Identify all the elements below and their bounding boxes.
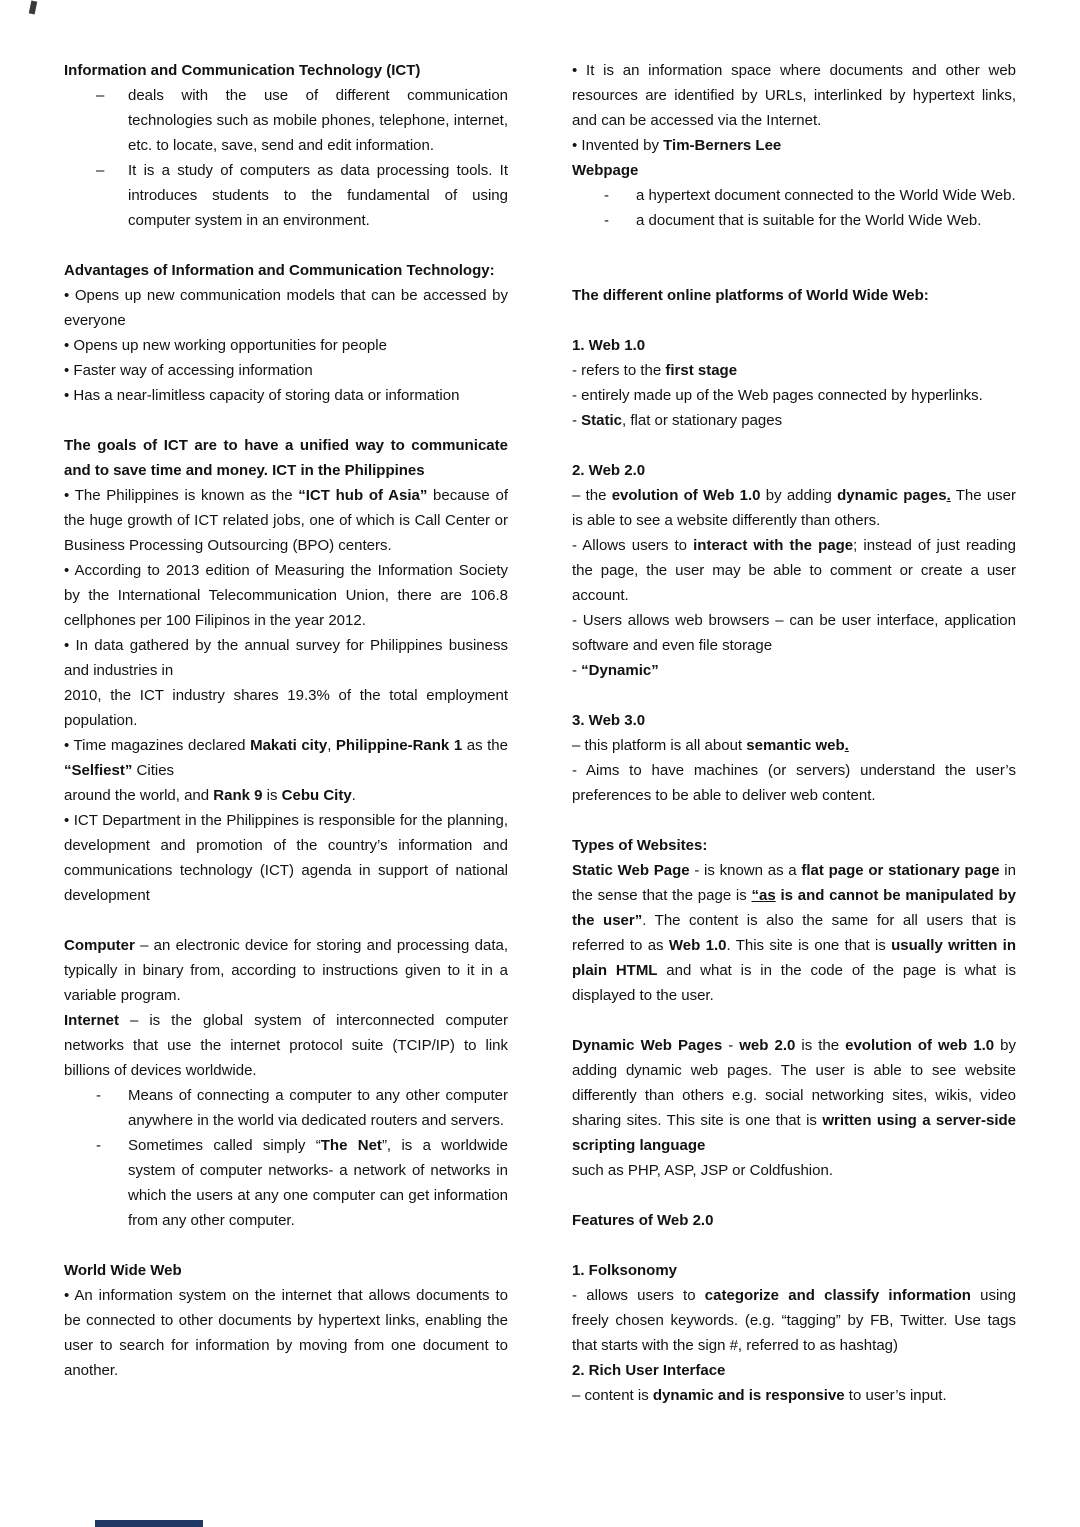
list-item-text <box>636 208 1016 233</box>
text-run: World Wide Web <box>64 1262 182 1279</box>
paragraph <box>64 733 508 783</box>
text-run: - refers to the <box>572 362 666 379</box>
paragraph <box>64 333 508 358</box>
text-run: 2010, the ICT industry shares 19.3% of the total employment population. <box>64 687 508 729</box>
paragraph <box>64 808 508 908</box>
list-item <box>64 1083 508 1133</box>
text-run: written using a server-side scripting language <box>572 1112 1016 1154</box>
text-run: to user’s input. <box>844 1387 947 1404</box>
text-run: , flat or stationary pages <box>622 412 783 429</box>
list-marker: – <box>96 162 105 179</box>
paragraph <box>572 658 1016 683</box>
text-run: by adding <box>760 487 838 504</box>
bottom-partial-bar <box>95 1520 203 1527</box>
paragraph <box>64 358 508 383</box>
spacer <box>64 233 508 258</box>
text-run: categorize and classify information <box>704 1287 971 1304</box>
spacer <box>64 908 508 933</box>
text-run: - <box>572 662 582 679</box>
text-run: is the <box>795 1037 846 1054</box>
paragraph <box>64 1283 508 1383</box>
text-run: The goals of ICT are to have a unified way to communicate and to save time and money. ICT in the Philippines <box>64 437 508 479</box>
text-run: Information and Communication Technology (ICT) <box>64 62 421 79</box>
paragraph <box>572 858 1016 1008</box>
list-item <box>64 1133 508 1233</box>
paragraph <box>64 683 508 733</box>
text-run: semantic web <box>746 737 845 754</box>
text-run: • Invented by <box>572 137 664 154</box>
text-run: . <box>351 787 356 804</box>
text-run: • An information system on the internet that allows documents to be connected to other documents by hypertext links, enabling the user to search for information by moving from one document to another. <box>64 1287 508 1379</box>
text-run: flat page or stationary page <box>801 862 1000 879</box>
text-run: • ICT Department in the Philippines is responsible for the planning, development and promotion of the country’s information and communications technology (ICT) agenda in support of national development <box>64 812 508 904</box>
list-marker: - <box>96 1087 101 1104</box>
text-run: • Time magazines declared <box>64 737 251 754</box>
text-run: a document that is suitable for the World Wide Web. <box>636 212 982 229</box>
text-run: Means of connecting a computer to any other computer anywhere in the world via dedicated routers and servers. <box>128 1087 508 1129</box>
list-item-text <box>636 183 1016 208</box>
text-run: Philippine-Rank 1 <box>335 737 463 754</box>
spacer <box>572 683 1016 708</box>
left-column <box>64 58 508 1408</box>
text-run: Makati city <box>250 737 328 754</box>
heading <box>572 333 1016 358</box>
list-item <box>64 158 508 233</box>
text-run: deals with the use of different communication technologies such as mobile phones, telephone, internet, etc. to locate, save, send and edit information. <box>128 87 508 154</box>
text-run: – content is <box>572 1387 653 1404</box>
text-run: - <box>722 1037 740 1054</box>
text-run: • It is an information space where documents and other web resources are identified by URLs, interlinked by hypertext links, and can be accessed via the Internet. <box>572 62 1016 129</box>
heading <box>64 1258 508 1283</box>
paragraph <box>64 483 508 558</box>
paragraph <box>64 633 508 683</box>
text-run: • Has a near-limitless capacity of storing data or information <box>64 387 460 404</box>
text-run: Computer <box>64 937 135 954</box>
paragraph <box>572 1283 1016 1358</box>
text-run: The user is able to see a website differently than others. <box>572 487 1017 529</box>
text-run: “Selfiest” <box>64 762 133 779</box>
text-run: using freely chosen keywords. (e.g. “tagging” by FB, Twitter. Use tags that starts with the sign #, referred to as hashtag) <box>572 1287 1016 1354</box>
text-run: 2. Rich User Interface <box>572 1362 726 1379</box>
spacer <box>572 233 1016 283</box>
paragraph <box>572 1383 1016 1408</box>
text-run: - allows users to <box>572 1287 705 1304</box>
text-run: – an electronic device for storing and processing data, typically in binary from, according to instructions given to it in a variable program. <box>64 937 508 1004</box>
paragraph <box>572 383 1016 408</box>
text-run: Rank 9 <box>213 787 263 804</box>
text-run: • Faster way of accessing information <box>64 362 313 379</box>
paragraph <box>572 483 1016 533</box>
text-run: - Aims to have machines (or servers) understand the user’s preferences to be able to deliver web content. <box>572 762 1016 804</box>
text-run: . <box>844 737 849 754</box>
text-run: 1. Web 1.0 <box>572 337 646 354</box>
text-run: • The Philippines is known as the <box>64 487 299 504</box>
paragraph <box>572 58 1016 133</box>
text-run: The Net <box>320 1137 382 1154</box>
spacer <box>572 1008 1016 1033</box>
text-run: around the world, and <box>64 787 214 804</box>
text-run: It is a study of computers as data processing tools. It introduces students to the fundamental of using computer system in an environment. <box>128 162 508 229</box>
heading <box>572 1258 1016 1283</box>
text-run: • In data gathered by the annual survey for Philippines business and industries in <box>64 637 508 679</box>
text-run: evolution of Web 1.0 <box>611 487 761 504</box>
text-run: a hypertext document connected to the World Wide Web. <box>636 187 1016 204</box>
paragraph <box>572 608 1016 658</box>
text-run: - is known as a <box>689 862 802 879</box>
text-run: and what is in the code of the page is what is displayed to the user. <box>572 962 1016 1004</box>
text-run: - entirely made up of the Web pages connected by hyperlinks. <box>572 387 983 404</box>
text-run: Cities <box>132 762 175 779</box>
heading <box>572 283 1016 308</box>
heading <box>64 258 508 283</box>
spacer <box>572 308 1016 333</box>
text-run: 3. Web 3.0 <box>572 712 646 729</box>
text-run: by adding dynamic web pages. The user is able to see website differently than others e.g. social networking sites, wikis, video sharing sites. This site is one that is <box>572 1037 1016 1129</box>
heading <box>572 1208 1016 1233</box>
list-item-text <box>128 1083 508 1133</box>
paragraph <box>64 283 508 333</box>
text-run: ; instead of just reading the page, the user may be able to comment or create a user account. <box>572 537 1016 604</box>
text-run: first stage <box>665 362 738 379</box>
text-run: Sometimes called simply “ <box>128 1137 321 1154</box>
text-run: – the <box>572 487 612 504</box>
paragraph <box>572 408 1016 433</box>
text-run: dynamic pages <box>837 487 947 504</box>
text-run: as the <box>462 737 508 754</box>
text-run: – this platform is all about <box>572 737 747 754</box>
text-run: usually written in plain HTML <box>572 937 1016 979</box>
text-run: The different online platforms of World Wide Web: <box>572 287 929 304</box>
spacer <box>572 808 1016 833</box>
text-run: . <box>946 487 951 504</box>
paragraph <box>572 733 1016 758</box>
paragraph <box>572 533 1016 608</box>
text-run: Features of Web 2.0 <box>572 1212 714 1229</box>
heading <box>572 158 1016 183</box>
text-run: 1. Folksonomy <box>572 1262 678 1279</box>
text-run: web 2.0 <box>739 1037 796 1054</box>
list-marker: – <box>96 87 105 104</box>
text-run: Types of Websites: <box>572 837 708 854</box>
text-run: is and cannot be manipulated by the user” <box>572 887 1016 929</box>
list-marker: - <box>604 187 609 204</box>
list-item-text <box>128 1133 508 1233</box>
text-run: “Dynamic” <box>581 662 659 679</box>
heading <box>572 708 1016 733</box>
text-run: • Opens up new communication models that can be accessed by everyone <box>64 287 508 329</box>
list-item <box>572 183 1016 208</box>
paragraph <box>64 933 508 1008</box>
heading <box>572 458 1016 483</box>
spacer <box>572 1233 1016 1258</box>
paragraph <box>64 383 508 408</box>
heading <box>572 1358 1016 1383</box>
text-run: in the sense that the page is <box>572 862 1016 904</box>
text-run: ”, is a worldwide system of computer networks- a network of networks in which the users at any one computer can get information from any other computer. <box>128 1137 508 1229</box>
text-run: – is the global system of interconnected computer networks that use the internet protocol suite (TCIP/IP) to link billions of devices worldwide. <box>64 1012 508 1079</box>
text-run: , <box>327 737 336 754</box>
text-run: • Opens up new working opportunities for people <box>64 337 387 354</box>
list-marker: - <box>96 1137 101 1154</box>
heading <box>64 433 508 483</box>
paragraph <box>572 358 1016 383</box>
text-run: dynamic and is responsive <box>652 1387 845 1404</box>
paragraph <box>572 1158 1016 1183</box>
text-run: interact with the page <box>693 537 854 554</box>
text-run: Tim-Berners Lee <box>663 137 782 154</box>
text-run: Dynamic Web Pages <box>572 1037 723 1054</box>
text-run: Advantages of Information and Communication Technology: <box>64 262 495 279</box>
right-column <box>572 58 1016 1408</box>
text-run: “as <box>751 887 776 904</box>
text-run: Cebu City <box>281 787 352 804</box>
spacer <box>64 1233 508 1258</box>
paragraph <box>64 783 508 808</box>
text-run: . The content is also the same for all users that is referred to as <box>572 912 1017 954</box>
list-item <box>64 83 508 158</box>
text-run: is <box>262 787 282 804</box>
text-run: “ICT hub of Asia” <box>298 487 428 504</box>
list-marker: - <box>604 212 609 229</box>
spacer <box>572 1183 1016 1208</box>
text-run: - Users allows web browsers – can be user interface, application software and even file storage <box>572 612 1016 654</box>
text-run: 2. Web 2.0 <box>572 462 646 479</box>
spacer <box>64 408 508 433</box>
paragraph <box>572 133 1016 158</box>
paragraph <box>572 758 1016 808</box>
spacer <box>572 433 1016 458</box>
text-run: . This site is one that is <box>726 937 892 954</box>
paragraph <box>64 1008 508 1083</box>
text-run: - Allows users to <box>572 537 694 554</box>
list-item <box>572 208 1016 233</box>
text-run: - <box>572 412 582 429</box>
text-run: evolution of web 1.0 <box>845 1037 995 1054</box>
paragraph <box>64 558 508 633</box>
text-run: • According to 2013 edition of Measuring the Information Society by the International Telecommunication Union, there are 106.8 cellphones per 100 Filipinos in the year 2012. <box>64 562 508 629</box>
text-run: Internet <box>64 1012 120 1029</box>
paragraph <box>572 1033 1016 1158</box>
text-run: Static <box>581 412 623 429</box>
text-run: Static Web Page <box>572 862 690 879</box>
list-item-text <box>128 158 508 233</box>
heading <box>64 58 508 83</box>
heading <box>572 833 1016 858</box>
text-run: Web 1.0 <box>668 937 727 954</box>
text-run: such as PHP, ASP, JSP or Coldfushion. <box>572 1162 833 1179</box>
text-run: because of the huge growth of ICT related jobs, one of which is Call Center or Business Processing Outsourcing (BPO) centers. <box>64 487 508 554</box>
list-item-text <box>128 83 508 158</box>
text-run: Webpage <box>572 162 639 179</box>
